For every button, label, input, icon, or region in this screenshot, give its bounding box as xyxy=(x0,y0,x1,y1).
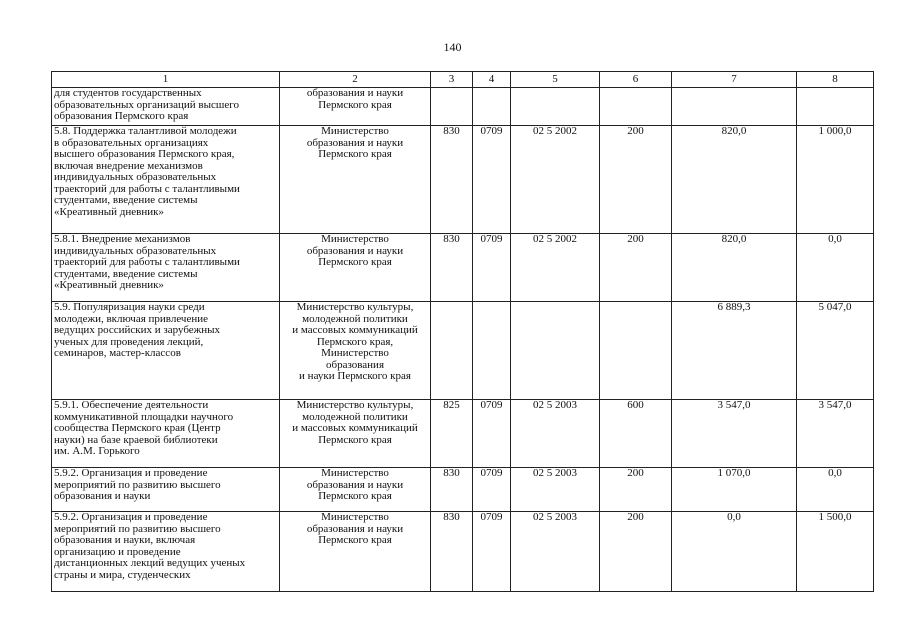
row-name-cell: 5.9.2. Организация и проведение мероприятий по развитию высшего образования и науки, включая организацию и проведение дистанционных лекций ведущих ученых страны и мира, студенческих xyxy=(52,512,280,592)
row-ministry-cell: Министерство культуры, молодежной политики и массовых коммуникаций Пермского края xyxy=(280,400,431,468)
budget-table xyxy=(51,71,874,592)
table-row xyxy=(52,88,874,126)
row-name-cell: 5.9. Популяризация науки среди молодежи, включая привлечение ведущих российских и зарубежных ученых для проведения лекций, семинаров, мастер-классов xyxy=(52,302,280,400)
row-c8-cell: 3 547,0 xyxy=(797,400,874,468)
row-c5-cell: 02 5 2003 xyxy=(511,512,600,592)
row-c3-cell: 830 xyxy=(431,468,473,512)
row-c7-cell xyxy=(672,88,797,126)
row-c8-cell xyxy=(797,88,874,126)
row-c6-cell: 200 xyxy=(600,234,672,302)
row-c8-cell: 1 000,0 xyxy=(797,126,874,234)
row-c6-cell: 600 xyxy=(600,400,672,468)
row-ministry-cell: Министерство образования и науки Пермского края xyxy=(280,468,431,512)
row-c3-cell: 830 xyxy=(431,126,473,234)
row-c7-cell: 1 070,0 xyxy=(672,468,797,512)
row-c4-cell: 0709 xyxy=(473,126,511,234)
row-c6-cell xyxy=(600,88,672,126)
column-header: 8 xyxy=(797,72,874,88)
row-c8-cell: 5 047,0 xyxy=(797,302,874,400)
row-c5-cell xyxy=(511,88,600,126)
column-header: 3 xyxy=(431,72,473,88)
row-name-cell: для студентов государственных образовательных организаций высшего образования Пермского края xyxy=(52,88,280,126)
column-header: 6 xyxy=(600,72,672,88)
row-c4-cell xyxy=(473,302,511,400)
row-c3-cell xyxy=(431,88,473,126)
row-c6-cell xyxy=(600,302,672,400)
row-c4-cell: 0709 xyxy=(473,400,511,468)
page-number: 140 xyxy=(443,40,462,54)
row-ministry-cell: Министерство образования и науки Пермского края xyxy=(280,234,431,302)
row-c3-cell: 825 xyxy=(431,400,473,468)
row-c5-cell: 02 5 2002 xyxy=(511,234,600,302)
row-c7-cell: 820,0 xyxy=(672,126,797,234)
table-row xyxy=(52,468,874,512)
row-c4-cell: 0709 xyxy=(473,468,511,512)
row-c5-cell xyxy=(511,302,600,400)
row-c8-cell: 1 500,0 xyxy=(797,512,874,592)
row-name-cell: 5.9.1. Обеспечение деятельности коммуникативной площадки научного сообщества Пермского края (Центр науки) на базе краевой библиотеки им. А.М. Горького xyxy=(52,400,280,468)
row-c7-cell: 6 889,3 xyxy=(672,302,797,400)
table-row xyxy=(52,234,874,302)
row-ministry-cell: Министерство образования и науки Пермского края xyxy=(280,126,431,234)
column-header: 2 xyxy=(280,72,431,88)
row-c6-cell: 200 xyxy=(600,512,672,592)
row-ministry-cell: образования и науки Пермского края xyxy=(280,88,431,126)
row-c8-cell: 0,0 xyxy=(797,468,874,512)
row-c8-cell: 0,0 xyxy=(797,234,874,302)
row-name-cell: 5.9.2. Организация и проведение мероприятий по развитию высшего образования и науки xyxy=(52,468,280,512)
table-row xyxy=(52,400,874,468)
row-c4-cell: 0709 xyxy=(473,512,511,592)
row-c7-cell: 0,0 xyxy=(672,512,797,592)
column-header: 4 xyxy=(473,72,511,88)
row-name-cell: 5.8.1. Внедрение механизмов индивидуальных образовательных траекторий для работы с талантливыми студентами, введение системы «Креативный дневник» xyxy=(52,234,280,302)
column-header: 1 xyxy=(52,72,280,88)
column-header: 7 xyxy=(672,72,797,88)
row-name-cell: 5.8. Поддержка талантливой молодежи в образовательных организациях высшего образования Пермского края, включая внедрение механизмов индивидуальных образовательных траекторий для работы с талантливыми студентами, введение системы «Креативный дневник» xyxy=(52,126,280,234)
row-c7-cell: 820,0 xyxy=(672,234,797,302)
table-row xyxy=(52,302,874,400)
table-row xyxy=(52,512,874,592)
row-c3-cell: 830 xyxy=(431,512,473,592)
row-c6-cell: 200 xyxy=(600,468,672,512)
row-c5-cell: 02 5 2002 xyxy=(511,126,600,234)
row-c5-cell: 02 5 2003 xyxy=(511,400,600,468)
row-c3-cell: 830 xyxy=(431,234,473,302)
row-c4-cell xyxy=(473,88,511,126)
table-header-row xyxy=(52,72,874,88)
row-ministry-cell: Министерство образования и науки Пермского края xyxy=(280,512,431,592)
row-c5-cell: 02 5 2003 xyxy=(511,468,600,512)
row-ministry-cell: Министерство культуры, молодежной политики и массовых коммуникаций Пермского края, Министерство образования и науки Пермского края xyxy=(280,302,431,400)
row-c3-cell xyxy=(431,302,473,400)
column-header: 5 xyxy=(511,72,600,88)
table-row xyxy=(52,126,874,234)
row-c6-cell: 200 xyxy=(600,126,672,234)
row-c4-cell: 0709 xyxy=(473,234,511,302)
row-c7-cell: 3 547,0 xyxy=(672,400,797,468)
